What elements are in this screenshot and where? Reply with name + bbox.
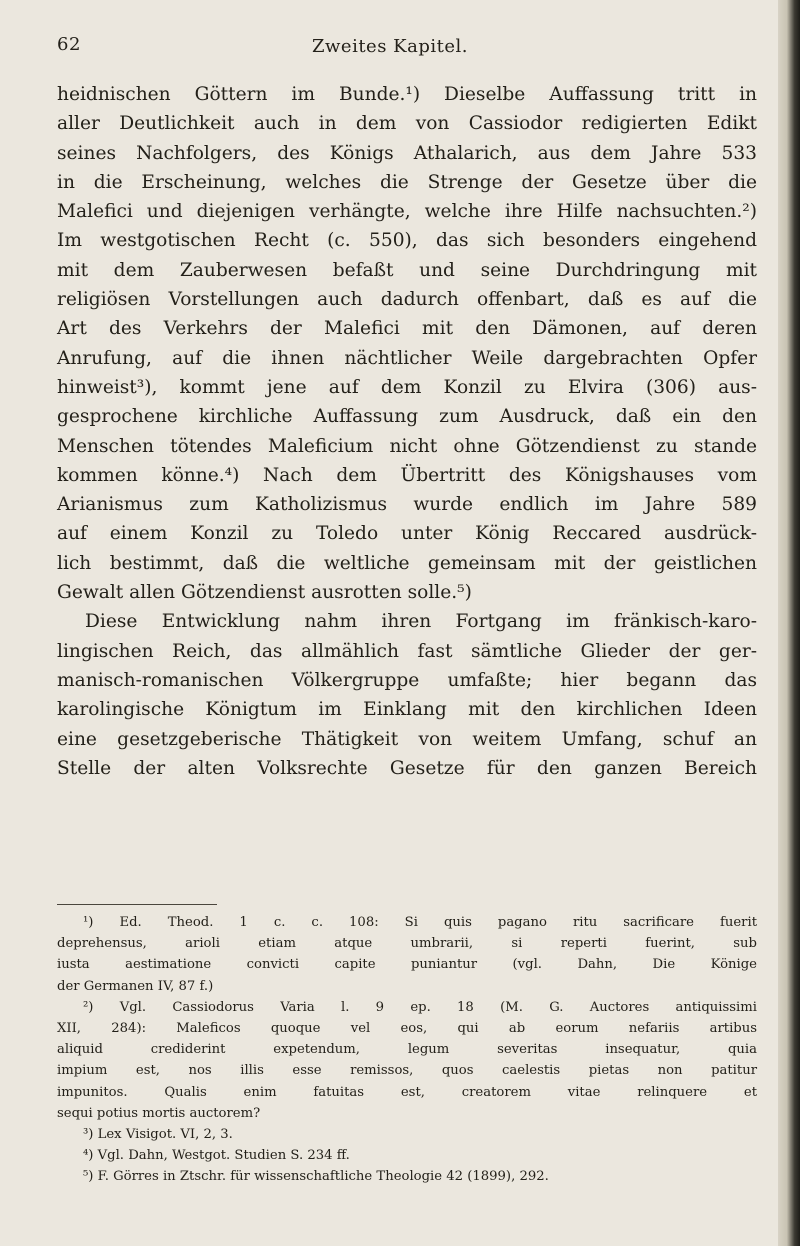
footnote-line: iusta aestimatione convicti capite puniantur (vgl. Dahn, Die Könige — [57, 957, 757, 973]
text-line: Anrufung, auf die ihnen nächtlicher Weile dargebrachten Opfer — [57, 347, 757, 369]
text-line: Diese Entwicklung nahm ihren Fortgang im fränkisch-karo- — [85, 611, 757, 633]
text-line: Malefici und diejenigen verhängte, welche ihre Hilfe nachsuchten.²) — [57, 201, 757, 223]
footnote-line: ³) Lex Visigot. VI, 2, 3. — [83, 1126, 233, 1142]
page-number: 62 — [57, 34, 81, 55]
footnote-line: impium est, nos illis esse remissos, quos caelestis pietas non patitur — [57, 1063, 757, 1079]
footnote-line: ⁵) F. Görres in Ztschr. für wissenschaftliche Theologie 42 (1899), 292. — [83, 1169, 549, 1185]
footnote-rule — [57, 904, 217, 905]
text-line: eine gesetzgeberische Thätigkeit von weitem Umfang, schuf an — [57, 728, 757, 750]
text-line: kommen könne.⁴) Nach dem Übertritt des Königshauses vom — [57, 464, 757, 486]
text-line: Menschen tötendes Maleficium nicht ohne Götzendienst zu stande — [57, 435, 757, 457]
footnote-line: ¹) Ed. Theod. 1 c. c. 108: Si quis pagano ritu sacrificare fuerit — [83, 915, 757, 930]
footnote-line: aliquid crediderint expetendum, legum severitas insequatur, quia — [57, 1042, 757, 1058]
page-header — [0, 26, 780, 66]
footnote-line: ²) Vgl. Cassiodorus Varia l. 9 ep. 18 (M. G. Auctores antiquissimi — [83, 999, 757, 1015]
text-line: auf einem Konzil zu Toledo unter König Reccared ausdrück- — [57, 523, 757, 545]
running-head: Zweites Kapitel. — [312, 36, 468, 57]
footnote-line: impunitos. Qualis enim fatuitas est, creatorem vitae relinquere et — [57, 1084, 757, 1100]
footnote-line: sequi potius mortis auctorem? — [57, 1105, 261, 1121]
text-line: lich bestimmt, daß die weltliche gemeinsam mit der geistlichen — [57, 552, 757, 574]
body-text — [57, 80, 757, 783]
text-line: lingischen Reich, das allmählich fast sämtliche Glieder der ger- — [57, 640, 757, 662]
text-line: in die Erscheinung, welches die Strenge der Gesetze über die — [57, 171, 757, 193]
text-line: gesprochene kirchliche Auffassung zum Ausdruck, daß ein den — [57, 406, 757, 428]
text-line: Stelle der alten Volksrechte Gesetze für den ganzen Bereich — [57, 757, 757, 779]
footnote-line: ⁴) Vgl. Dahn, Westgot. Studien S. 234 ff. — [83, 1148, 350, 1164]
book-spine-edge — [778, 0, 800, 1246]
text-line: religiösen Vorstellungen auch dadurch offenbart, daß es auf die — [57, 289, 757, 311]
text-line: Gewalt allen Götzendienst ausrotten solle.⁵) — [57, 582, 472, 604]
footnotes — [57, 912, 757, 1187]
text-line: hinweist³), kommt jene auf dem Konzil zu Elvira (306) aus- — [57, 376, 757, 398]
text-line: aller Deutlichkeit auch in dem von Cassiodor redigierten Edikt — [57, 113, 757, 135]
text-line: Art des Verkehrs der Malefici mit den Dämonen, auf deren — [57, 318, 757, 340]
text-line: heidnischen Göttern im Bunde.¹) Dieselbe Auffassung tritt in — [57, 84, 757, 105]
footnote-line: XII, 284): Maleficos quoque vel eos, qui ab eorum nefariis artibus — [57, 1020, 757, 1036]
text-line: Im westgotischen Recht (c. 550), das sich besonders eingehend — [57, 230, 757, 252]
text-line: seines Nachfolgers, des Königs Athalarich, aus dem Jahre 533 — [57, 142, 757, 164]
footnote-line: der Germanen IV, 87 f.) — [57, 978, 214, 994]
text-line: Arianismus zum Katholizismus wurde endlich im Jahre 589 — [57, 494, 757, 516]
text-line: mit dem Zauberwesen befaßt und seine Durchdringung mit — [57, 259, 757, 281]
text-line: karolingische Königtum im Einklang mit den kirchlichen Ideen — [57, 699, 757, 721]
footnote-line: deprehensus, arioli etiam atque umbrarii, si reperti fuerint, sub — [57, 936, 757, 952]
text-line: manisch-romanischen Völkergruppe umfaßte; hier begann das — [57, 669, 757, 691]
